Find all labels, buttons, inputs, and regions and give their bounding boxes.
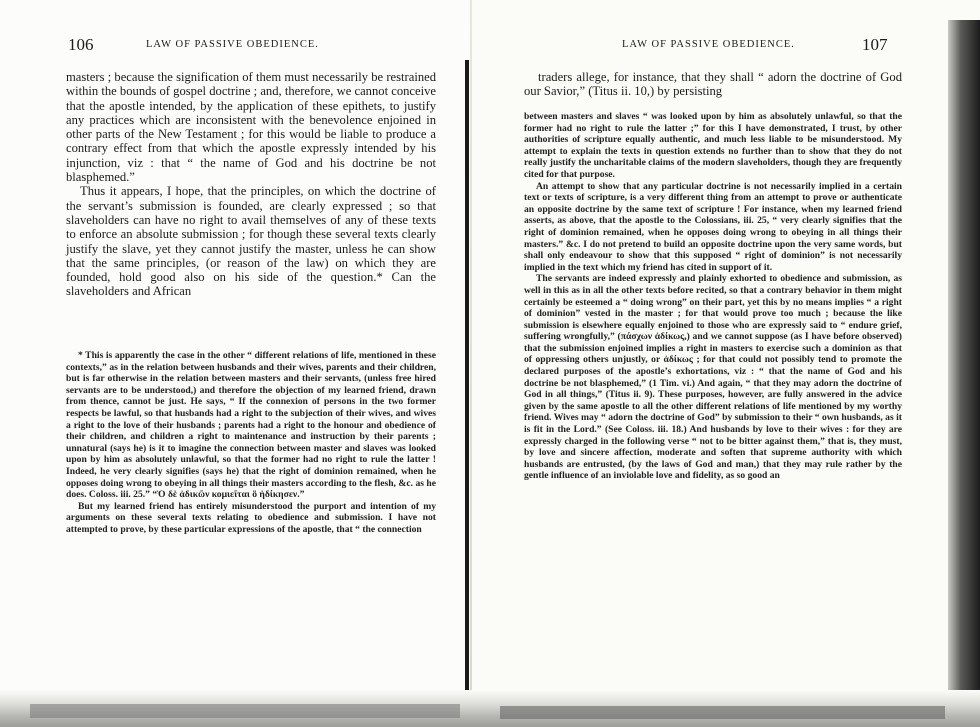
right-running-head: LAW OF PASSIVE OBEDIENCE. [622,39,795,50]
left-footnote-1: * This is apparently the case in the other “ different relations of life, mentioned in these contexts,” as in the relation between husbands and their wives, parents and their children, but is far otherwise in the relation between masters and their servants, (unless free hired servants are to be understood,) and therefore the objection of my learned friend, drawn from thence, cannot be just. He says, “ If the connexion of persons in the two former respects be lawful, so that husbands had a right to the subjection of their wives, and wives a right to the love of their husbands ; parents had a right to the honour and obedience of their children, and children a right to maintenance and instruction by their parents ; unnatural (says he) is it to imagine the connection between master and slaves was looked upon by him as absolutely unlawful, so that the former had no right to rule the latter ! Indeed, he very clearly signifies (says he) that the right of dominion remained, when he opposes doing wrong to obeying in all things their masters according to the flesh, &c. as he does. Coloss. iii. 25.” “Ὁ δὲ ἀδικῶν κομιεῖται ὃ ἠδίκησεν.” [66,350,436,501]
right-body-text [524,70,902,99]
scan-shadow-left [30,704,460,718]
left-paragraph-2: Thus it appears, I hope, that the principles, on which the doctrine of the servant’s submission is founded, are clearly expressed ; so that slaveholders can have no right to avail themselves of any of these texts to enforce an absolute submission ; for though these several texts clearly justify the slave, yet they cannot justify the master, unless he can show that the same principles, (or reason of the law) on which they are founded, hold good also on his side of the question.* Can the slaveholders and African [66,184,436,299]
book-edge-shadow [948,20,980,727]
left-paragraph-1: masters ; because the signification of them must necessarily be restrained within the bounds of gospel doctrine ; and, therefore, we cannot conceive that the apostle intended, by the application of these epithets, to justify any practices which are inconsistent with the benevolence enjoined in other parts of the New Testament ; for this would be liable to produce a contrary effect from that which the apostle expressly intended by his injunction, viz : that “ the name of God and his doctrine be not blasphemed.” [66,70,436,185]
binding-rule [465,60,469,692]
left-footnote-2: But my learned friend has entirely misunderstood the purport and intention of my arguments on these several texts relating to obedience and submission. I have not attempted to prove, by these particular expressions of the apostle, that “ the connection [66,500,436,535]
right-footnote-3: The servants are indeed expressly and plainly exhorted to obedience and submission, as well in this as in all the other texts before recited, so that a contrary behavior in them might certainly be esteemed a “ doing wrong” on their part, yet this by no means implies “ a right of dominion” vested in the master ; for that would prove too much ; because the like submission is elsewhere equally enjoined to those who are expressly said to “ endure grief, suffering wrongfully,” (πάσχων ἀδίκως,) and we cannot suppose (as I have before observed) that the submission enjoined implies a right in masters to exercise such a dominion as that of oppressing others unjustly, or ἀδίκως ; for that could not possibly tend to promote the declared purposes of the apostle’s exhortations, viz : “ that the name of God and his doctrine be not blasphemed,” (1 Tim. vi.) And again, “ that they may adorn the doctrine of God in all things,” (Titus ii. 9). These purposes, however, are fully answered in the advice given by the same apostle to all the other different relations of life mentioned by my worthy friend. Wives may “ adorn the doctrine of God” by submission to their “ own husbands, as it is fit in the Lord.” (See Coloss. iii. 18.) And husbands by love to their wives : for they are expressly charged in the following verse “ not to be bitter against them,” that is, they must, by love and sincere affection, moderate and soften that supreme authority with which husbands are entrusted, (by the laws of God and man,) that they may rule rather by the gentle influence of an inviolable love and fidelity, as so good an [524,273,902,482]
right-page [472,0,980,727]
right-footnote-2: An attempt to show that any particular doctrine is not necessarily implied in a certain text or texts of scripture, is a very different thing from an attempt to prove or authenticate an opposite doctrine by the same text of scripture ! For instance, when my learned friend asserts, as above, that the apostle to the Colossians, iii. 25, “ very clearly signifies that the right of dominion remained, when he opposes doing wrong to obeying in all things their masters.” &c. I do not pretend to build an opposite doctrine upon the very same words, but shall only endeavour to show that this supposed “ right of dominion” is not necessarily implied in the text which my friend has cited in support of it. [524,180,902,273]
left-body-text [66,70,436,299]
left-page [0,0,468,727]
left-page-number: 106 [68,35,94,54]
scan-bottom-edge [0,690,980,727]
left-running-head: LAW OF PASSIVE OBEDIENCE. [146,39,319,50]
right-footnote-1: between masters and slaves “ was looked upon by him as absolutely unlawful, so that the former had no right to rule the latter ;” for this I have demonstrated, I trust, by other authorities of scripture equally authentic, and much less liable to be misunderstood. My attempt to explain the texts in question extends no further than to show that they do not really justify the uncharitable claims of the modern slaveholders, though they are frequently cited for that purpose. [524,111,902,180]
right-page-number: 107 [862,35,888,54]
left-footnote [66,350,436,536]
right-footnote [524,111,902,482]
scan-shadow-right [500,706,945,719]
right-paragraph-1: traders allege, for instance, that they shall “ adorn the doctrine of God our Savior,” (Titus ii. 10,) by persisting [524,70,902,99]
